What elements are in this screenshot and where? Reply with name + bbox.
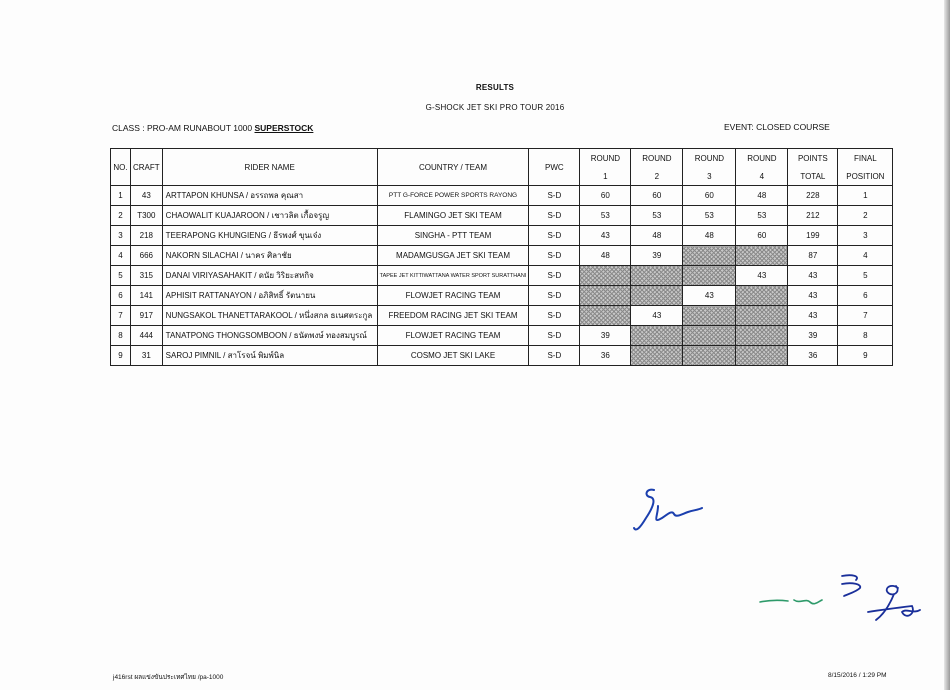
cell-round-2-disqualified (631, 346, 683, 366)
footer-timestamp: 8/15/2016 / 1:29 PM (828, 672, 887, 679)
cell-pwc: S-D (529, 186, 580, 206)
cell-round-4: 48 (736, 186, 788, 206)
document-title: RESULTS (475, 83, 515, 92)
col-total: TOTAL (788, 167, 838, 186)
cell-craft: 31 (131, 346, 163, 366)
cell-pwc: S-D (529, 206, 580, 226)
cell-round-1-disqualified (580, 306, 631, 326)
cell-round-1: 39 (580, 326, 631, 346)
cell-team: FLAMINGO JET SKI TEAM (377, 206, 529, 226)
cell-round-3-disqualified (683, 306, 736, 326)
cell-round-3-disqualified (683, 326, 736, 346)
cell-total: 87 (788, 246, 838, 266)
col-rider: RIDER NAME (162, 149, 377, 186)
cell-team: COSMO JET SKI LAKE (377, 346, 529, 366)
cell-position: 7 (838, 306, 893, 326)
cell-round-3: 43 (683, 286, 736, 306)
cell-team: PTT G-FORCE POWER SPORTS RAYONG (377, 186, 529, 206)
cell-round-4-disqualified (736, 246, 788, 266)
col-craft: CRAFT (131, 149, 163, 186)
cell-craft: 917 (131, 306, 163, 326)
col-position: POSITION (838, 167, 893, 186)
cell-no: 2 (111, 206, 131, 226)
cell-position: 2 (838, 206, 893, 226)
cell-round-3-disqualified (683, 246, 736, 266)
cell-round-4-disqualified (736, 286, 788, 306)
table-row (111, 186, 893, 206)
col-team: COUNTRY / TEAM (377, 149, 529, 186)
cell-craft: 315 (131, 266, 163, 286)
cell-total: 212 (788, 206, 838, 226)
col-round-1: ROUND (580, 149, 631, 168)
table-row (111, 306, 893, 326)
cell-rider: DANAI VIRIYASAHAKIT / ดนัย วิริยะสหกิจ (162, 266, 377, 286)
cell-craft: 141 (131, 286, 163, 306)
table-row (111, 226, 893, 246)
cell-total: 199 (788, 226, 838, 246)
cell-team: FLOWJET RACING TEAM (377, 326, 529, 346)
cell-position: 6 (838, 286, 893, 306)
cell-round-4: 53 (736, 206, 788, 226)
cell-no: 9 (111, 346, 131, 366)
col-round-2-num: 2 (631, 167, 683, 186)
cell-round-2-disqualified (631, 286, 683, 306)
cell-round-1: 43 (580, 226, 631, 246)
cell-position: 4 (838, 246, 893, 266)
table-row (111, 326, 893, 346)
signature-green-navy (756, 570, 926, 630)
cell-position: 5 (838, 266, 893, 286)
cell-round-2: 39 (631, 246, 683, 266)
col-final: FINAL (838, 149, 893, 168)
cell-team: FLOWJET RACING TEAM (377, 286, 529, 306)
col-round-4-num: 4 (736, 167, 788, 186)
cell-no: 1 (111, 186, 131, 206)
cell-no: 7 (111, 306, 131, 326)
cell-round-1: 36 (580, 346, 631, 366)
cell-total: 39 (788, 326, 838, 346)
cell-total: 43 (788, 286, 838, 306)
event-subtitle: G-SHOCK JET SKI PRO TOUR 2016 (425, 103, 565, 112)
cell-no: 3 (111, 226, 131, 246)
cell-round-1: 48 (580, 246, 631, 266)
table-row (111, 246, 893, 266)
cell-no: 8 (111, 326, 131, 346)
cell-rider: ARTTAPON KHUNSA / อรรถพล คุณสา (162, 186, 377, 206)
cell-pwc: S-D (529, 286, 580, 306)
cell-round-2-disqualified (631, 326, 683, 346)
cell-round-3: 60 (683, 186, 736, 206)
col-round-1-num: 1 (580, 167, 631, 186)
cell-round-3: 53 (683, 206, 736, 226)
cell-pwc: S-D (529, 326, 580, 346)
cell-rider: NAKORN SILACHAI / นาคร ศิลาชัย (162, 246, 377, 266)
cell-craft: 218 (131, 226, 163, 246)
cell-round-4: 43 (736, 266, 788, 286)
table-row (111, 346, 893, 366)
cell-pwc: S-D (529, 226, 580, 246)
cell-rider: APHISIT RATTANAYON / อภิสิทธิ์ รัตนายน (162, 286, 377, 306)
cell-team: SINGHA - PTT TEAM (377, 226, 529, 246)
cell-round-2: 60 (631, 186, 683, 206)
cell-round-1: 60 (580, 186, 631, 206)
cell-round-2: 53 (631, 206, 683, 226)
cell-round-4: 60 (736, 226, 788, 246)
cell-round-2-disqualified (631, 266, 683, 286)
cell-round-4-disqualified (736, 306, 788, 326)
cell-round-3-disqualified (683, 266, 736, 286)
class-highlight: SUPERSTOCK (254, 123, 314, 133)
cell-pwc: S-D (529, 246, 580, 266)
col-points: POINTS (788, 149, 838, 168)
cell-rider: SAROJ PIMNIL / สาโรจน์ พิมพ์นิล (162, 346, 377, 366)
cell-pwc: S-D (529, 266, 580, 286)
table-row (111, 286, 893, 306)
col-pwc: PWC (529, 149, 580, 186)
col-round-2: ROUND (631, 149, 683, 168)
cell-craft: 43 (131, 186, 163, 206)
cell-total: 228 (788, 186, 838, 206)
cell-team: MADAMGUSGA JET SKI TEAM (377, 246, 529, 266)
footer-file-path: j416rst ผลแข่งขันประเทศไทย /pa-1000 (113, 674, 224, 681)
results-table (110, 148, 893, 366)
cell-craft: 444 (131, 326, 163, 346)
cell-position: 8 (838, 326, 893, 346)
cell-rider: CHAOWALIT KUAJAROON / เชาวลิต เกื้อจรูญ (162, 206, 377, 226)
cell-no: 4 (111, 246, 131, 266)
col-round-4: ROUND (736, 149, 788, 168)
cell-rider: TEERAPONG KHUNGIENG / ธีรพงศ์ ขุนเจ๋ง (162, 226, 377, 246)
cell-total: 36 (788, 346, 838, 366)
cell-team: FREEDOM RACING JET SKI TEAM (377, 306, 529, 326)
cell-round-3: 48 (683, 226, 736, 246)
cell-round-4-disqualified (736, 326, 788, 346)
col-round-3: ROUND (683, 149, 736, 168)
cell-round-3-disqualified (683, 346, 736, 366)
cell-position: 9 (838, 346, 893, 366)
cell-round-2: 43 (631, 306, 683, 326)
header-row-1 (111, 149, 893, 168)
cell-total: 43 (788, 266, 838, 286)
cell-round-1-disqualified (580, 266, 631, 286)
cell-pwc: S-D (529, 346, 580, 366)
cell-round-1: 53 (580, 206, 631, 226)
cell-craft: T300 (131, 206, 163, 226)
table-row (111, 266, 893, 286)
cell-craft: 666 (131, 246, 163, 266)
cell-pwc: S-D (529, 306, 580, 326)
signature-blue (628, 484, 708, 534)
table-row (111, 206, 893, 226)
col-no: NO. (111, 149, 131, 186)
cell-rider: TANATPONG THONGSOMBOON / ธนัตพงษ์ ทองสมบูรณ์ (162, 326, 377, 346)
cell-no: 5 (111, 266, 131, 286)
cell-no: 6 (111, 286, 131, 306)
cell-round-2: 48 (631, 226, 683, 246)
cell-position: 1 (838, 186, 893, 206)
class-label (112, 123, 313, 133)
cell-position: 3 (838, 226, 893, 246)
class-prefix: CLASS : PRO-AM RUNABOUT 1000 (112, 123, 255, 133)
cell-rider: NUNGSAKOL THANETTARAKOOL / หนึ่งสกล ธเนศตระกูล (162, 306, 377, 326)
event-label: EVENT: CLOSED COURSE (724, 122, 830, 132)
col-round-3-num: 3 (683, 167, 736, 186)
cell-team: TAPEE JET KITTIWATTANA WATER SPORT SURATTHANI (377, 266, 529, 286)
cell-total: 43 (788, 306, 838, 326)
cell-round-1-disqualified (580, 286, 631, 306)
cell-round-4-disqualified (736, 346, 788, 366)
